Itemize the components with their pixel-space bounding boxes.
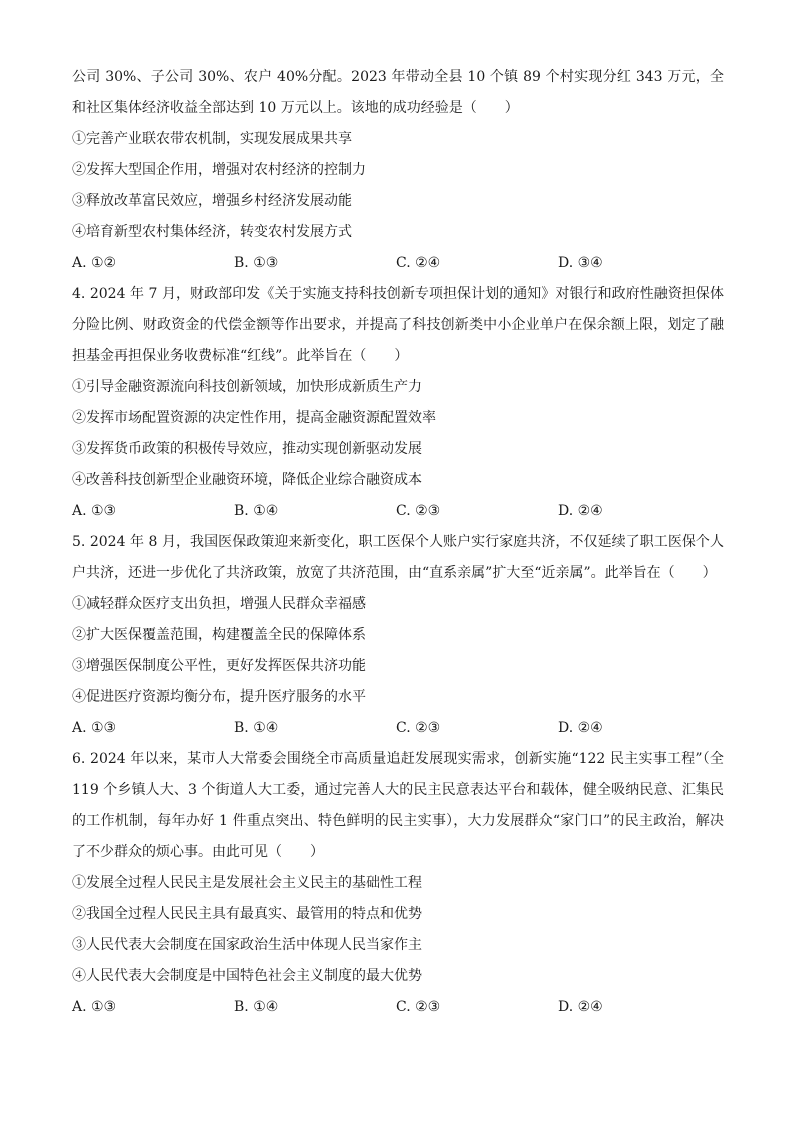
question-4	[72, 279, 724, 527]
option-a[interactable]: A. ①③	[72, 720, 117, 736]
option-d[interactable]: D. ②④	[558, 720, 603, 736]
option-c[interactable]: C. ②③	[396, 720, 441, 736]
answer-options	[72, 248, 724, 279]
option-a[interactable]: A. ①③	[72, 503, 117, 519]
option-d[interactable]: D. ③④	[558, 255, 603, 271]
question-3-continued	[72, 62, 724, 279]
question-stem-line: 户共济，还进一步优化了共济政策，放宽了共济范围，由“直系亲属”扩大至“近亲属”。此举旨在（ ）	[72, 565, 717, 581]
question-stem-line: 4. 2024 年 7 月，财政部印发《关于实施支持科技创新专项担保计划的通知》对银行和政府性融资担保体	[72, 286, 724, 302]
statement-4: ④人民代表大会制度是中国特色社会主义制度的最大优势	[72, 968, 422, 984]
question-stem-line: 了不少群众的烦心事。由此可见（ ）	[72, 844, 324, 860]
option-c[interactable]: C. ②④	[396, 255, 441, 271]
answer-options	[72, 713, 724, 744]
option-d[interactable]: D. ②④	[558, 999, 603, 1015]
option-d[interactable]: D. ②④	[558, 503, 603, 519]
statement-1: ①完善产业联农带农机制，实现发展成果共享	[72, 131, 352, 147]
question-stem-line: 6. 2024 年以来，某市人大常委会围绕全市高质量追赶发展现实需求，创新实施“122 民主实事工程”（全	[72, 751, 724, 767]
statement-2: ②发挥市场配置资源的决定性作用，提高金融资源配置效率	[72, 410, 436, 426]
option-c[interactable]: C. ②③	[396, 503, 441, 519]
option-a[interactable]: A. ①③	[72, 999, 117, 1015]
statement-3: ③发挥货币政策的积极传导效应，推动实现创新驱动发展	[72, 441, 422, 457]
option-a[interactable]: A. ①②	[72, 255, 117, 271]
statement-3: ③释放改革富民效应，增强乡村经济发展动能	[72, 193, 352, 209]
statement-3: ③人民代表大会制度在国家政治生活中体现人民当家作主	[72, 937, 422, 953]
option-c[interactable]: C. ②③	[396, 999, 441, 1015]
question-stem-line: 5. 2024 年 8 月，我国医保政策迎来新变化，职工医保个人账户实行家庭共济，不仅延续了职工医保个人	[72, 534, 724, 550]
option-b[interactable]: B. ①④	[234, 999, 279, 1015]
statement-4: ④培育新型农村集体经济，转变农村发展方式	[72, 224, 352, 240]
statement-4: ④促进医疗资源均衡分布，提升医疗服务的水平	[72, 689, 366, 705]
statement-2: ②扩大医保覆盖范围，构建覆盖全民的保障体系	[72, 627, 366, 643]
statement-1: ①发展全过程人民民主是发展社会主义民主的基础性工程	[72, 875, 422, 891]
statement-2: ②我国全过程人民民主具有最真实、最管用的特点和优势	[72, 906, 422, 922]
statement-3: ③增强医保制度公平性，更好发挥医保共济功能	[72, 658, 366, 674]
answer-options	[72, 496, 724, 527]
question-stem-line: 分险比例、财政资金的代偿金额等作出要求，并提高了科技创新类中小企业单户在保余额上限，划定了融	[72, 317, 724, 333]
answer-options	[72, 992, 724, 1023]
statement-1: ①减轻群众医疗支出负担，增强人民群众幸福感	[72, 596, 366, 612]
question-stem-line: 担基金再担保业务收费标准“红线”。此举旨在（ ）	[72, 348, 409, 364]
question-stem-line: 公司 30%、子公司 30%、农户 40%分配。2023 年带动全县 10 个镇 89 个村实现分红 343 万元，全	[72, 69, 724, 85]
question-stem-line: 的工作机制，每年办好 1 件重点突出、特色鲜明的民主实事），大力发展群众“家门口”的民主政治，解决	[72, 813, 724, 829]
question-6	[72, 744, 724, 1023]
option-b[interactable]: B. ①④	[234, 503, 279, 519]
question-stem-line: 119 个乡镇人大、3 个街道人大工委，通过完善人大的民主民意表达平台和载体，健全吸纳民意、汇集民	[72, 782, 724, 798]
option-b[interactable]: B. ①③	[234, 255, 279, 271]
question-stem-line: 和社区集体经济收益全部达到 10 万元以上。该地的成功经验是（ ）	[72, 100, 519, 116]
question-5	[72, 527, 724, 744]
statement-4: ④改善科技创新型企业融资环境，降低企业综合融资成本	[72, 472, 422, 488]
statement-1: ①引导金融资源流向科技创新领域，加快形成新质生产力	[72, 379, 422, 395]
statement-2: ②发挥大型国企作用，增强对农村经济的控制力	[72, 162, 366, 178]
option-b[interactable]: B. ①④	[234, 720, 279, 736]
